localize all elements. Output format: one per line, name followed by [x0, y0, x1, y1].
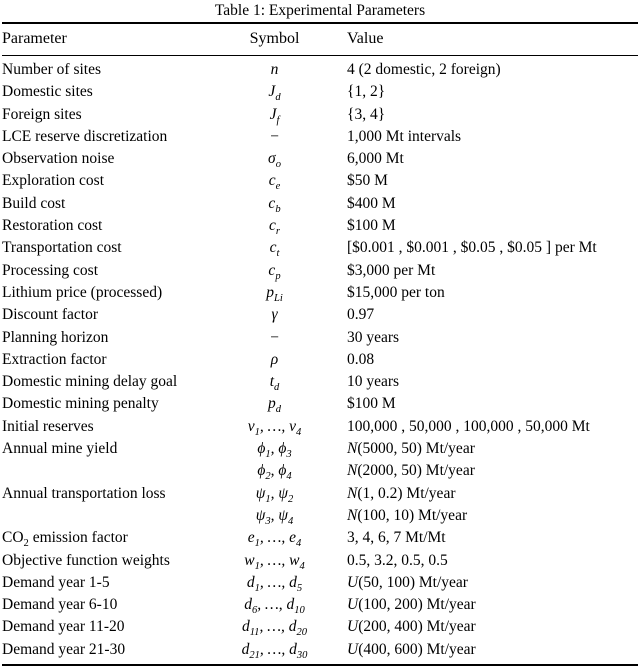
table-row [2, 572, 638, 594]
table-row [2, 349, 638, 371]
value-cell: {1, 2} [347, 83, 386, 101]
parameter-cell: Transportation cost [2, 239, 122, 257]
table-caption: Table 1: Experimental Parameters [214, 2, 426, 19]
value-cell: 10 years [347, 373, 400, 391]
parameter-cell: Exploration cost [2, 172, 105, 190]
table-row [2, 460, 638, 482]
value-cell: 6,000 Mt [347, 150, 404, 168]
value-cell: 3, 4, 6, 7 Mt/Mt [347, 529, 446, 547]
symbol-cell: $c_r$ [269, 217, 280, 238]
value-cell: U(400, 600) Mt/year [347, 640, 476, 658]
parameter-cell: Extraction factor [2, 350, 107, 368]
table-row [2, 215, 638, 237]
parameter-cell: Objective function weights [2, 551, 170, 569]
symbol-cell: ρ [270, 350, 279, 368]
symbol-cell: $p_d$ [267, 395, 281, 416]
table-row [2, 304, 638, 326]
header-row [2, 23, 638, 56]
symbol-cell: $c_t$ [269, 239, 280, 260]
value-cell: [$0.001 , $0.001 , $0.05 , $0.05 ] per Mt [347, 239, 597, 257]
parameter-cell: Discount factor [2, 306, 98, 324]
symbol-cell: $J_f$ [269, 105, 280, 126]
symbol-cell: n [270, 61, 279, 78]
parameter-cell: Domestic mining delay goal [2, 373, 178, 391]
symbol-cell: $d_{21}$, …, $d_{30}$ [241, 640, 308, 661]
table-row [2, 416, 638, 438]
value-cell: N(5000, 50) Mt/year [347, 440, 475, 458]
table-header [2, 23, 638, 56]
parameter-cell [2, 460, 227, 482]
table-row [2, 527, 638, 549]
symbol-cell: − [269, 328, 280, 346]
table-row [2, 81, 638, 103]
value-cell: 0.5, 3.2, 0.5, 0.5 [347, 551, 448, 569]
value-cell: U(50, 100) Mt/year [347, 573, 468, 591]
value-cell: $100 M [347, 217, 396, 235]
table-row [2, 438, 638, 460]
value-cell: 4 (2 domestic, 2 foreign) [347, 61, 501, 78]
table-row [2, 550, 638, 572]
symbol-cell: $t_d$ [269, 373, 280, 394]
table-row [2, 126, 638, 148]
symbol-cell: − [269, 127, 280, 145]
symbol-cell: $d_{11}$, …, $d_{20}$ [241, 618, 308, 639]
parameter-cell: Domestic sites [2, 83, 93, 101]
table-row [2, 193, 638, 215]
parameter-cell: Restoration cost [2, 217, 103, 235]
table-row [2, 237, 638, 259]
parameter-cell: Initial reserves [2, 417, 94, 435]
value-cell: 0.08 [347, 350, 375, 368]
value-cell: U(100, 200) Mt/year [347, 596, 476, 614]
value-cell: $15,000 per ton [347, 283, 445, 301]
value-cell: $3,000 per Mt [347, 261, 436, 279]
symbol-cell: $\psi_1$, $\psi_2$ [255, 484, 294, 505]
symbol-cell: $J_d$ [268, 83, 281, 104]
symbol-cell: $d_6$, …, $d_{10}$ [244, 596, 305, 617]
table-body [2, 56, 638, 666]
parameter-cell: Demand year 11-20 [2, 618, 125, 636]
table-row [2, 170, 638, 192]
symbol-cell: $c_b$ [268, 194, 281, 215]
table-row [2, 371, 638, 393]
symbol-cell: $w_1$, …, $w_4$ [244, 551, 305, 572]
value-cell: 30 years [347, 328, 400, 346]
value-cell: 100,000 , 50,000 , 100,000 , 50,000 Mt [347, 417, 590, 435]
parameter-cell [2, 505, 227, 527]
parameter-cell: Foreign sites [2, 105, 82, 123]
table-row [2, 260, 638, 282]
header-symbol: Symbol [227, 23, 322, 56]
header-parameter: Parameter [2, 23, 227, 56]
symbol-cell: $p_{Li}$ [266, 283, 283, 305]
parameter-cell: Annual transportation loss [2, 484, 166, 502]
value-cell: $100 M [347, 395, 396, 413]
parameter-cell: Build cost [2, 194, 66, 212]
table-row [2, 148, 638, 170]
table-row [2, 104, 638, 126]
symbol-cell: $c_p$ [268, 261, 281, 282]
table-row [2, 282, 638, 304]
table-row [2, 327, 638, 349]
table-row [2, 56, 638, 82]
parameter-cell: Demand year 21-30 [2, 640, 126, 658]
parameters-table [2, 22, 638, 666]
parameter-cell: Demand year 6-10 [2, 596, 118, 614]
table-row [2, 505, 638, 527]
parameter-cell: Observation noise [2, 150, 115, 168]
symbol-cell: $v_1$, …, $v_4$ [247, 417, 302, 438]
symbol-cell: $\sigma_o$ [268, 150, 281, 171]
parameter-cell: Domestic mining penalty [2, 395, 159, 413]
symbol-cell: $e_1$, …, $e_4$ [247, 529, 302, 550]
value-cell: U(200, 400) Mt/year [347, 618, 476, 636]
table-row [2, 639, 638, 665]
header-value: Value [322, 23, 638, 56]
parameter-cell: Demand year 1-5 [2, 573, 110, 591]
parameter-cell: Number of sites [2, 61, 102, 78]
parameter-cell: Processing cost [2, 261, 99, 279]
table-row [2, 594, 638, 616]
value-cell: $400 M [347, 194, 396, 212]
table-row [2, 393, 638, 415]
symbol-cell: $d_1$, …, $d_5$ [246, 573, 303, 594]
table-row [2, 483, 638, 505]
value-cell: N(100, 10) Mt/year [347, 506, 468, 524]
symbol-cell: γ [271, 306, 278, 324]
value-cell: {3, 4} [347, 105, 386, 123]
parameter-cell: Annual mine yield [2, 440, 118, 458]
value-cell: 0.97 [347, 306, 375, 324]
parameter-cell: Planning horizon [2, 328, 109, 346]
symbol-cell: $c_e$ [268, 172, 281, 193]
symbol-cell: $\psi_3$, $\psi_4$ [255, 506, 294, 528]
parameter-cell: $CO_2$ emission factor [2, 529, 128, 550]
table-row [2, 616, 638, 638]
value-cell: 1,000 Mt intervals [347, 127, 462, 145]
parameter-cell: LCE reserve discretization [2, 127, 168, 145]
symbol-cell: $\phi_2$, $\phi_4$ [257, 462, 292, 483]
parameter-cell: Lithium price (processed) [2, 283, 163, 301]
symbol-cell: $\phi_1$, $\phi_3$ [257, 440, 292, 461]
value-cell: N(1, 0.2) Mt/year [347, 484, 456, 502]
value-cell: $50 M [347, 172, 388, 190]
value-cell: N(2000, 50) Mt/year [347, 462, 475, 480]
